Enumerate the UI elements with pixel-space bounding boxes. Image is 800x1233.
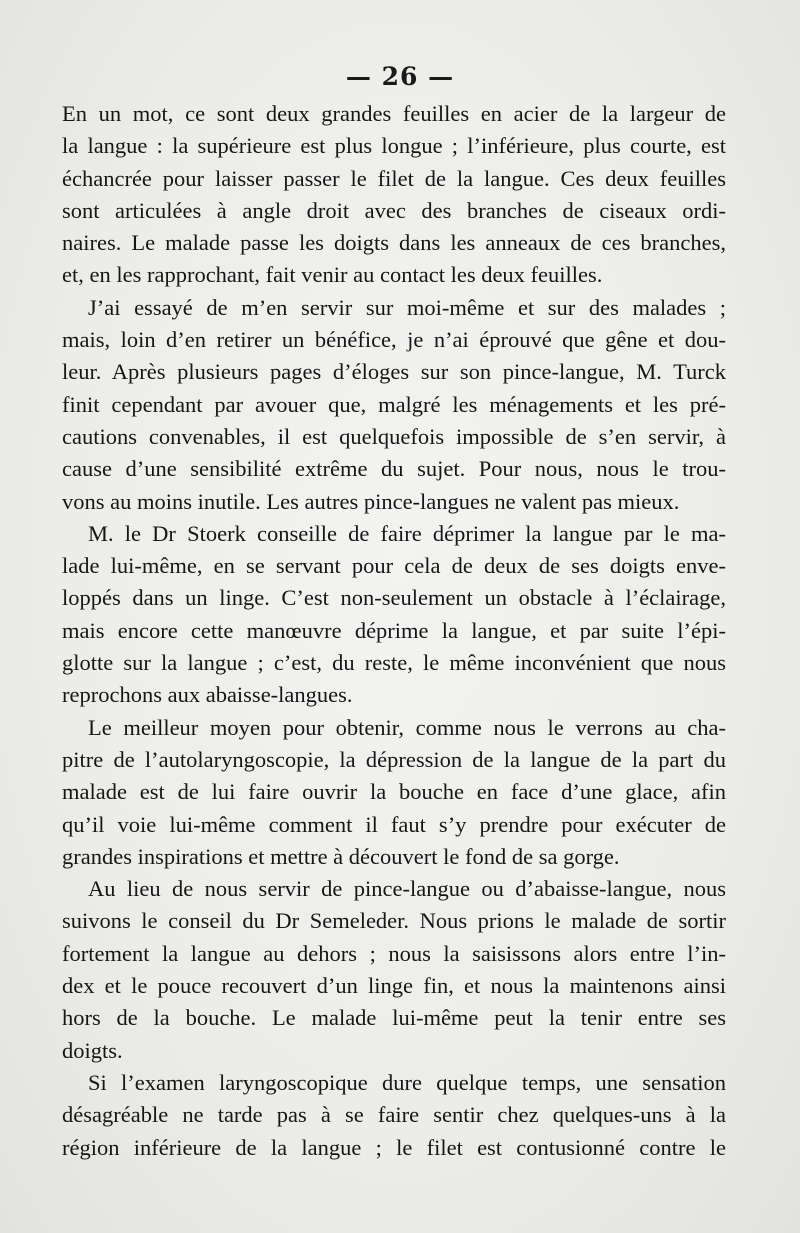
text-line: leur. Après plusieurs pages d’éloges sur son pince-langue, M. Turck — [62, 359, 726, 385]
text-line: échancrée pour laisser passer le filet de la langue. Ces deux feuilles — [62, 165, 726, 191]
text-line: Si l’examen laryngoscopique dure quelque temps, une sensation — [88, 1069, 726, 1095]
text-line: doigts. — [62, 1037, 123, 1063]
text-line: région inférieure de la langue ; le filet est contusionné contre le — [62, 1134, 726, 1160]
text-line: lade lui-même, en se servant pour cela de deux de ses doigts enve- — [62, 553, 726, 579]
text-line: Le meilleur moyen pour obtenir, comme nous le verrons au cha- — [88, 714, 726, 740]
text-line: M. le Dr Stoerk conseille de faire déprimer la langue par le ma- — [88, 520, 726, 546]
text-line: suivons le conseil du Dr Semeleder. Nous prions le malade de sortir — [62, 908, 726, 934]
text-line: hors de la bouche. Le malade lui-même peut la tenir entre ses — [62, 1005, 726, 1031]
text-line: qu’il voie lui-même comment il faut s’y prendre pour exécuter de — [62, 811, 726, 837]
text-line: fortement la langue au dehors ; nous la saisissons alors entre l’in- — [62, 940, 726, 966]
text-line: sont articulées à angle droit avec des branches de ciseaux ordi- — [62, 197, 726, 223]
page-body — [62, 98, 726, 1164]
text-line: cautions convenables, il est quelquefois impossible de s’en servir, à — [62, 423, 726, 449]
text-line: pitre de l’autolaryngoscopie, la dépression de la langue de la part du — [62, 746, 726, 772]
page-number: — 26 — — [345, 62, 455, 91]
text-line: grandes inspirations et mettre à découvert le fond de sa gorge. — [62, 843, 620, 869]
text-line: finit cependant par avouer que, malgré les ménagements et les pré- — [62, 391, 726, 417]
text-line: glotte sur la langue ; c’est, du reste, le même inconvénient que nous — [62, 650, 726, 676]
text-line: J’ai essayé de m’en servir sur moi-même et sur des malades ; — [88, 294, 726, 320]
text-line: cause d’une sensibilité extrême du sujet. Pour nous, nous le trou- — [62, 456, 726, 482]
text-line: Au lieu de nous servir de pince-langue ou d’abaisse-langue, nous — [88, 876, 726, 902]
text-line: et, en les rapprochant, fait venir au contact les deux feuilles. — [62, 262, 603, 288]
text-line: mais, loin d’en retirer un bénéfice, je n’ai éprouvé que gêne et dou- — [62, 327, 726, 353]
text-line: naires. Le malade passe les doigts dans les anneaux de ces branches, — [62, 230, 726, 256]
text-line: mais encore cette manœuvre déprime la langue, et par suite l’épi- — [62, 617, 726, 643]
text-line: En un mot, ce sont deux grandes feuilles en acier de la largeur de — [62, 101, 726, 126]
text-line: loppés dans un linge. C’est non-seulement un obstacle à l’éclairage, — [62, 585, 726, 611]
text-line: désagréable ne tarde pas à se faire sentir chez quelques-uns à la — [62, 1102, 726, 1128]
text-line: vons au moins inutile. Les autres pince-langues ne valent pas mieux. — [62, 488, 680, 514]
text-line: dex et le pouce recouvert d’un linge fin, et nous la maintenons ainsi — [62, 973, 726, 999]
text-line: malade est de lui faire ouvrir la bouche en face d’une glace, afin — [62, 779, 726, 805]
text-line: reprochons aux abaisse-langues. — [62, 682, 353, 708]
text-line: la langue : la supérieure est plus longue ; l’inférieure, plus courte, est — [62, 133, 726, 159]
